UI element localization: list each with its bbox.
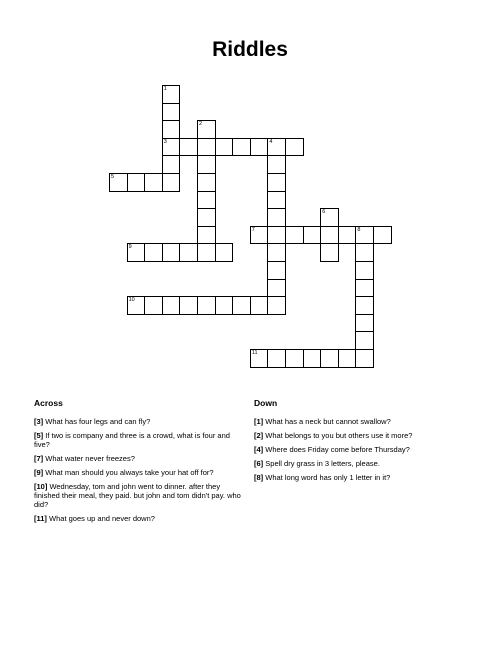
grid-cell[interactable]	[162, 173, 181, 192]
grid-cell[interactable]	[267, 279, 286, 298]
grid-cell[interactable]	[267, 173, 286, 192]
clue-across-3: [3] What has four legs and can fly?	[34, 417, 151, 426]
grid-cell[interactable]	[267, 208, 286, 227]
grid-cell[interactable]	[355, 331, 374, 350]
grid-cell[interactable]	[250, 138, 269, 157]
grid-cell[interactable]	[197, 243, 216, 262]
grid-cell[interactable]	[162, 296, 181, 315]
grid-cell[interactable]	[267, 349, 286, 368]
clue-number: 5	[111, 174, 115, 180]
grid-cell[interactable]	[267, 296, 286, 315]
grid-cell[interactable]	[355, 314, 374, 333]
across-heading: Across	[34, 398, 63, 408]
grid-cell[interactable]	[232, 138, 251, 157]
grid-cell[interactable]	[355, 279, 374, 298]
clue-down-1: [1] What has a neck but cannot swallow?	[254, 417, 391, 426]
grid-cell[interactable]	[320, 226, 339, 245]
clue-number: 7	[251, 226, 255, 233]
grid-cell[interactable]	[179, 243, 198, 262]
grid-cell[interactable]	[197, 173, 216, 192]
grid-cell[interactable]	[197, 155, 216, 174]
clue-across-11: [11] What goes up and never down?	[34, 514, 155, 523]
clue-number: 1	[163, 86, 167, 92]
across-clues	[34, 398, 242, 528]
clue-across-10: [10] Wednesday, tom and john went to dinner. after they finished their meal, they paid. but john and tom didn't pay. who did?	[34, 482, 241, 509]
clue-number: 8	[357, 226, 361, 233]
clue-down-2: [2] What belongs to you but others use it more?	[254, 431, 413, 440]
grid-cell[interactable]	[144, 173, 163, 192]
clue-number: 11	[251, 350, 258, 356]
clue-number: 6	[322, 209, 326, 216]
grid-cell[interactable]	[197, 191, 216, 210]
grid-cell[interactable]	[355, 349, 374, 368]
down-heading: Down	[254, 398, 278, 408]
grid-cell[interactable]	[144, 243, 163, 262]
grid-cell[interactable]	[127, 173, 146, 192]
grid-cell[interactable]	[215, 296, 234, 315]
grid-cell[interactable]	[267, 226, 286, 245]
grid-cell[interactable]	[162, 155, 181, 174]
clue-number: 10	[128, 297, 135, 304]
grid-cell[interactable]	[144, 296, 163, 315]
clue-down-6: [6] Spell dry grass in 3 letters, please.	[254, 459, 380, 468]
clue-across-7: [7] What water never freezes?	[34, 454, 135, 463]
grid-cell[interactable]	[267, 261, 286, 280]
clue-down-4: [4] Where does Friday come before Thursday?	[254, 445, 410, 454]
grid-cell[interactable]	[197, 208, 216, 227]
grid-cell[interactable]	[267, 155, 286, 174]
puzzle-title: Riddles	[212, 38, 288, 61]
clue-number: 4	[269, 138, 273, 145]
grid-cell[interactable]	[285, 349, 304, 368]
grid-cell[interactable]	[162, 120, 181, 139]
clue-down-8: [8] What long word has only 1 letter in it?	[254, 473, 391, 482]
grid-cell[interactable]	[355, 296, 374, 315]
grid-cell[interactable]	[197, 226, 216, 245]
grid-cell[interactable]	[232, 296, 251, 315]
down-clues	[254, 398, 459, 487]
grid-cell[interactable]	[179, 138, 198, 157]
clue-number: 3	[163, 138, 167, 145]
clue-across-5: [5] If two is company and three is a crowd, what is four and five?	[34, 431, 230, 449]
grid-cell[interactable]	[285, 138, 304, 157]
grid-cell[interactable]	[267, 243, 286, 262]
clue-number: 2	[199, 121, 203, 128]
grid-cell[interactable]	[303, 349, 322, 368]
grid-cell[interactable]	[320, 243, 339, 262]
grid-cell[interactable]	[338, 226, 357, 245]
grid-cell[interactable]	[215, 138, 234, 157]
grid-cell[interactable]	[250, 296, 269, 315]
grid-cell[interactable]	[162, 103, 181, 122]
grid-cell[interactable]	[373, 226, 392, 245]
grid-cell[interactable]	[162, 243, 181, 262]
grid-cell[interactable]	[338, 349, 357, 368]
grid-cell[interactable]	[285, 226, 304, 245]
grid-cell[interactable]	[355, 261, 374, 280]
grid-cell[interactable]	[320, 349, 339, 368]
grid-cell[interactable]	[355, 243, 374, 262]
grid-cell[interactable]	[197, 296, 216, 315]
clue-number: 9	[128, 244, 132, 251]
grid-cell[interactable]	[179, 296, 198, 315]
grid-cell[interactable]	[303, 226, 322, 245]
grid-cell[interactable]	[215, 243, 234, 262]
clue-across-9: [9] What man should you always take your hat off for?	[34, 468, 214, 477]
grid-cell[interactable]	[267, 191, 286, 210]
grid-cell[interactable]	[197, 138, 216, 157]
